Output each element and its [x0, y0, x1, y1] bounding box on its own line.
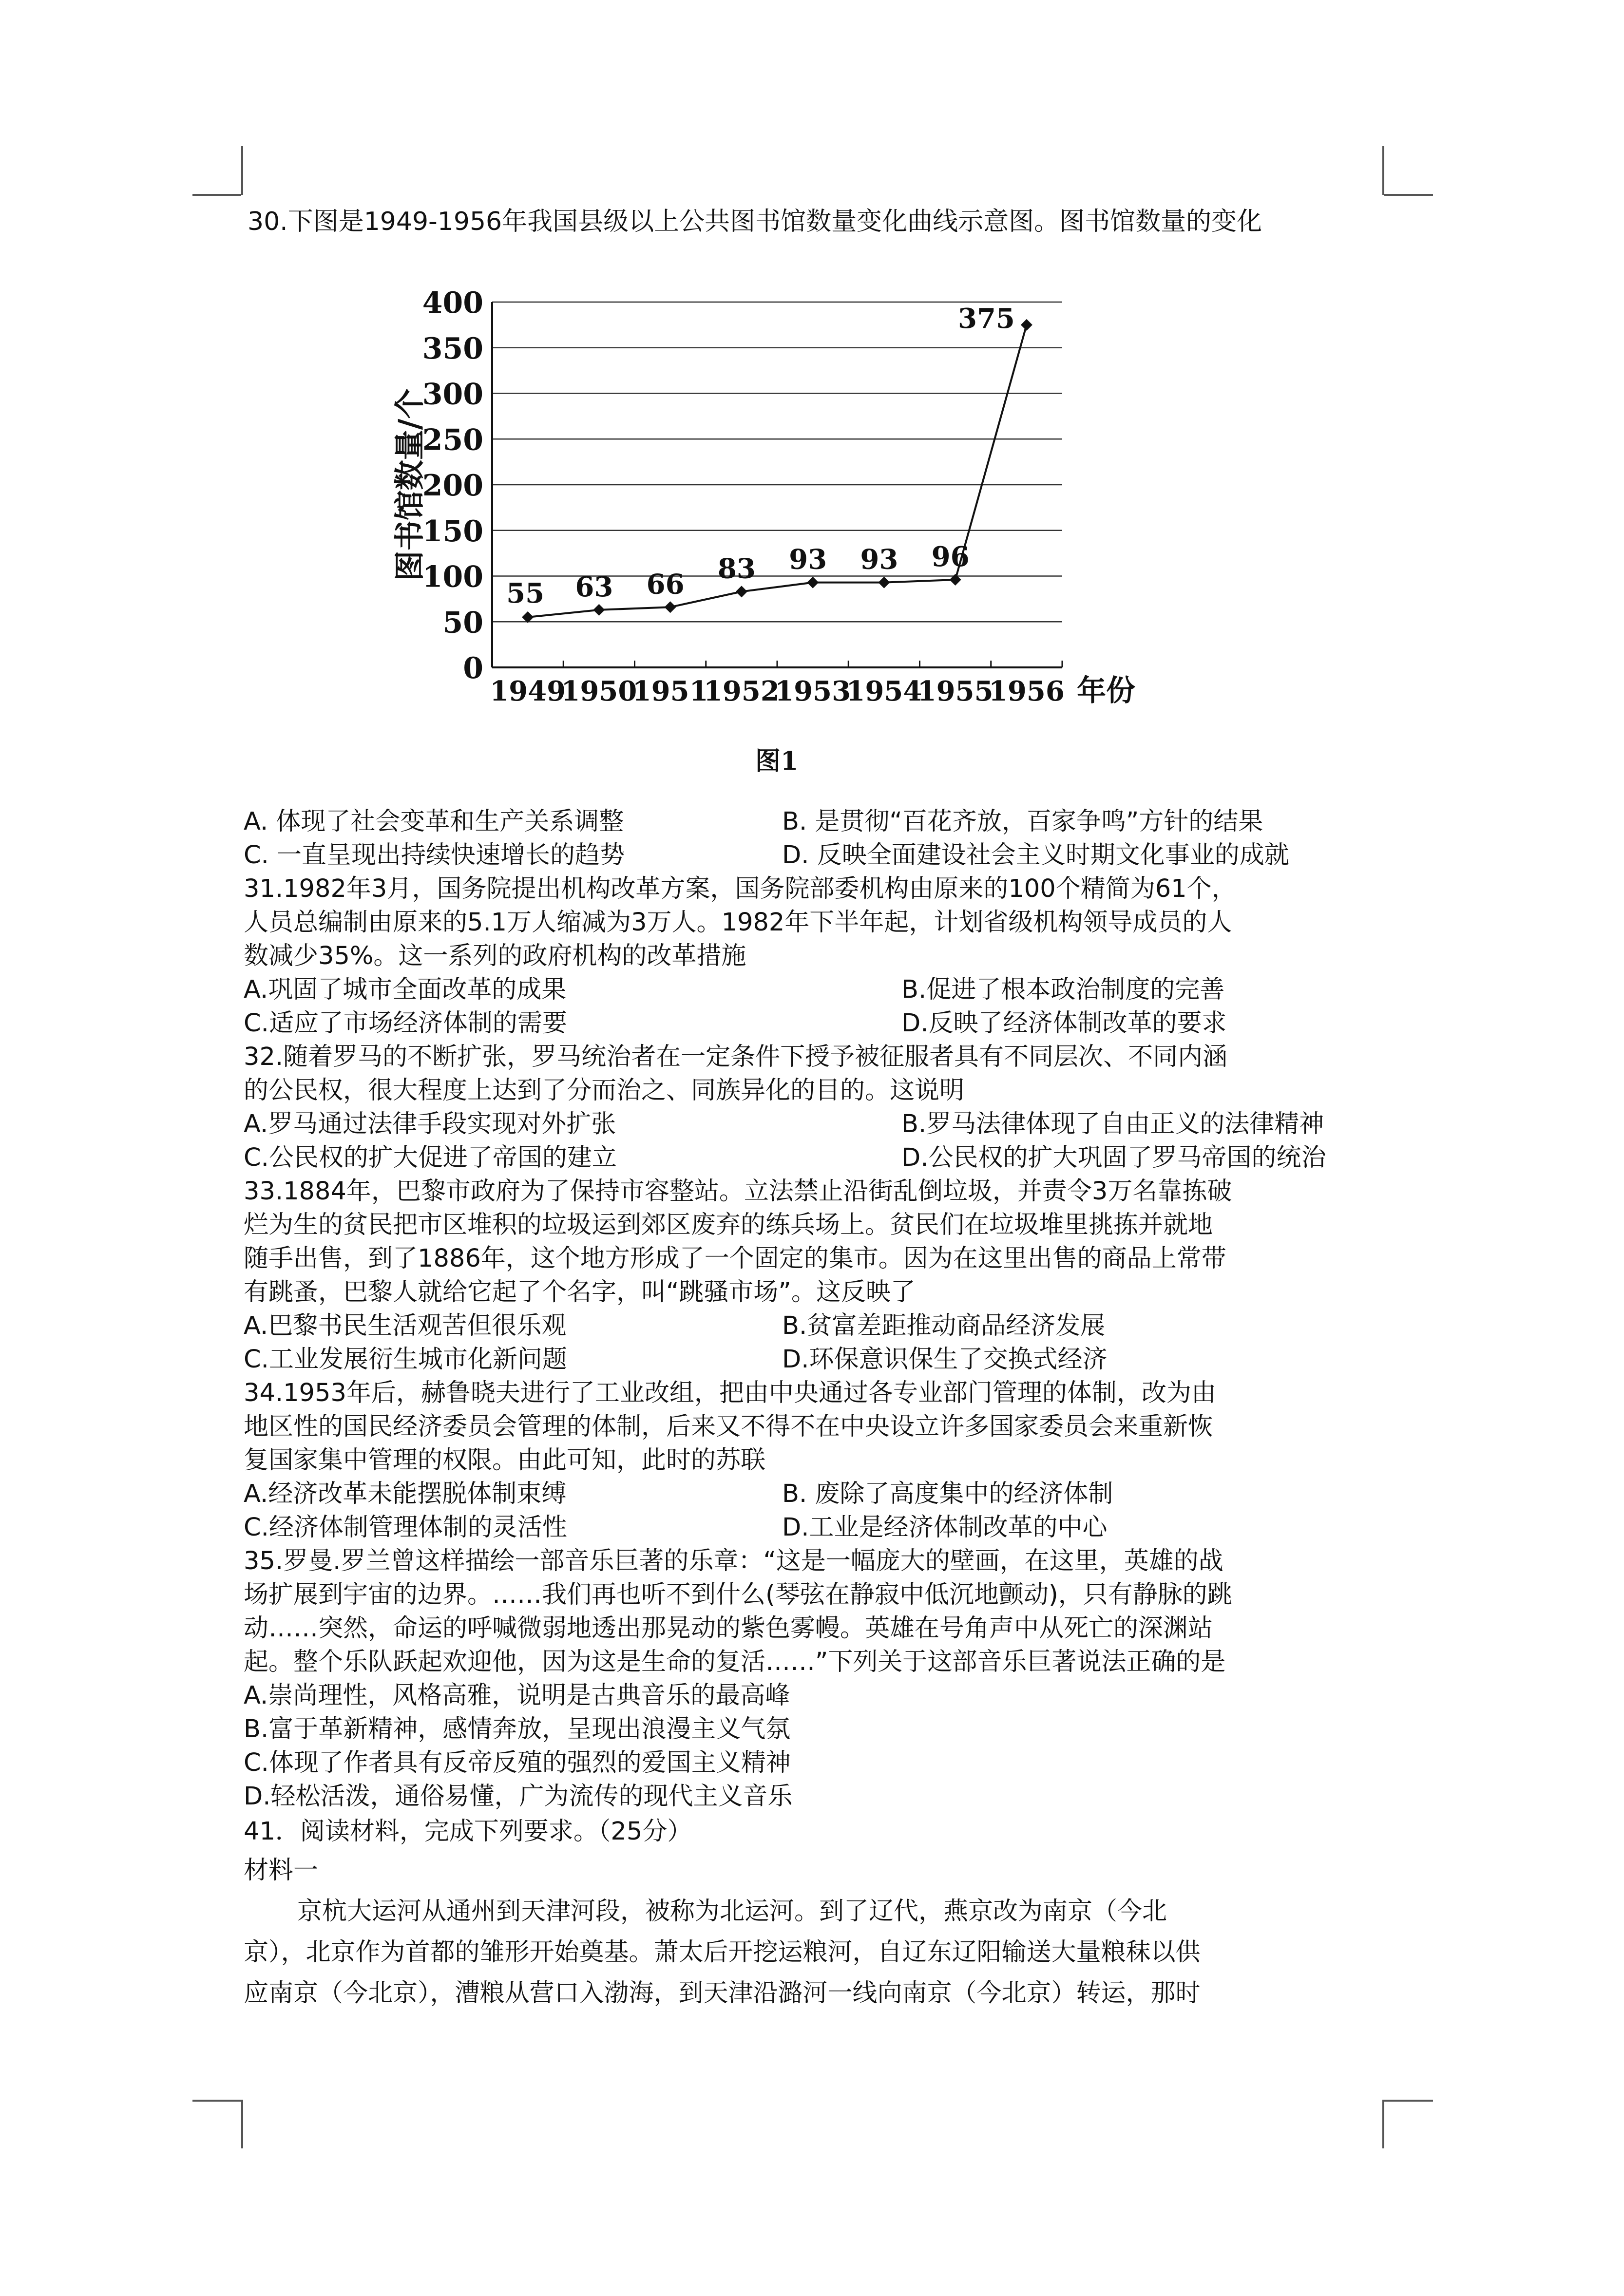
data-label: 63: [575, 570, 613, 603]
data-label: 375: [957, 302, 1015, 335]
q33-option-c[interactable]: C.工业发展衍生城市化新问题: [244, 1345, 567, 1374]
q32-option-c[interactable]: C.公民权的扩大促进了帝国的建立: [244, 1143, 617, 1172]
data-label: 96: [931, 541, 970, 573]
q31-stem-line: 数减少35%。这一系列的政府机构的改革措施: [244, 942, 746, 970]
y-tick-label: 100: [422, 560, 483, 594]
library-count-line-chart: [380, 273, 1199, 721]
q35-stem-line: 起。整个乐队跃起欢迎他，因为这是生命的复活……”下列关于这部音乐巨著说法正确的是: [244, 1648, 1226, 1676]
q30-options-row-1: [244, 805, 1389, 838]
x-tick-label: 1952: [703, 675, 780, 707]
q32-options-row-1: [244, 1107, 1389, 1141]
y-tick-label: 150: [422, 514, 483, 549]
q34-option-b[interactable]: B. 废除了高度集中的经济体制: [782, 1480, 1113, 1508]
question-body: [244, 805, 1389, 2014]
q33-option-b[interactable]: B.贫富差距推动商品经济发展: [782, 1311, 1106, 1340]
data-label: 83: [717, 552, 756, 585]
q30-option-a[interactable]: A. 体现了社会变革和生产关系调整: [244, 807, 624, 836]
data-point: [878, 577, 890, 588]
q34-options-row-2: [244, 1511, 1389, 1544]
q34-stem-line: 复国家集中管理的权限。由此可知，此时的苏联: [244, 1446, 766, 1475]
q30-options-row-2: [244, 838, 1389, 872]
data-point: [807, 577, 819, 588]
q41-paragraph-line: 京），北京作为首都的雏形开始奠基。萧太后开挖运粮河，自辽东辽阳输送大量粮秣以供: [244, 1938, 1201, 1967]
crop-mark-top-left-h: [192, 194, 241, 196]
y-tick-label: 350: [422, 331, 483, 366]
y-axis-title: 图书馆数量/个: [392, 388, 427, 581]
q35-option-d[interactable]: D.轻松活泼，通俗易懂，广为流传的现代主义音乐: [244, 1782, 793, 1811]
x-tick-label: 1951: [632, 675, 708, 707]
data-point: [665, 601, 676, 613]
q34-stem-line: 34.1953年后，赫鲁晓夫进行了工业改组，把由中央通过各专业部门管理的体制，改为由: [244, 1379, 1216, 1407]
x-tick-label: 1955: [917, 675, 994, 707]
q32-option-d[interactable]: D.公民权的扩大巩固了罗马帝国的统治: [901, 1143, 1326, 1172]
q32-stem-line: 的公民权，很大程度上达到了分而治之、同族异化的目的。这说明: [244, 1076, 965, 1105]
crop-mark-bottom-right-h: [1384, 2100, 1433, 2102]
figure-caption: 图1: [755, 746, 799, 776]
crop-mark-top-right-v: [1382, 146, 1384, 195]
q41-paragraph-line: 应南京（今北京），漕粮从营口入渤海，到天津沿潞河一线向南京（今北京）转运，那时: [244, 1979, 1201, 2008]
q33-option-d[interactable]: D.环保意识保生了交换式经济: [782, 1345, 1108, 1374]
q33-options-row-2: [244, 1343, 1389, 1376]
q31-stem-line: 人员总编制由原来的5.1万人缩减为3万人。1982年下半年起，计划省级机构领导成员的人: [244, 908, 1232, 937]
y-tick-label: 300: [422, 377, 483, 412]
q35-option-a[interactable]: A.崇尚理性，风格高雅，说明是古典音乐的最高峰: [244, 1681, 790, 1710]
data-point: [1021, 319, 1032, 331]
q41-material-label: 材料一: [244, 1856, 319, 1885]
q33-options-row-1: [244, 1309, 1389, 1343]
q32-option-b[interactable]: B.罗马法律体现了自由正义的法律精神: [901, 1110, 1324, 1139]
crop-mark-top-right-h: [1384, 194, 1433, 196]
data-label: 93: [789, 543, 827, 576]
data-point: [736, 586, 747, 597]
x-tick-label: 1950: [561, 675, 637, 707]
q33-option-a[interactable]: A.巴黎书民生活观苦但很乐观: [244, 1311, 567, 1340]
q35-stem-line: 场扩展到宇宙的边界。……我们再也听不到什么(琴弦在静寂中低沉地颤动)，只有静脉的跳: [244, 1580, 1232, 1609]
q31-options-row-2: [244, 1006, 1389, 1040]
y-tick-label: 250: [422, 423, 483, 457]
q35-stem-line: 动……突然，命运的呼喊微弱地透出那晃动的紫色雾幔。英雄在号角声中从死亡的深渊站: [244, 1614, 1213, 1643]
q34-options-row-1: [244, 1477, 1389, 1511]
crop-mark-bottom-left-h: [192, 2100, 241, 2102]
y-tick-label: 400: [422, 286, 483, 320]
crop-mark-bottom-left-v: [241, 2100, 243, 2148]
q30-stem: 30.下图是1949-1956年我国县级以上公共图书馆数量变化曲线示意图。图书馆数量的变化: [248, 207, 1262, 236]
crop-mark-top-left-v: [241, 146, 243, 195]
q32-stem-line: 32.随着罗马的不断扩张，罗马统治者在一定条件下授予被征服者具有不同层次、不同内涵: [244, 1043, 1228, 1071]
data-point: [593, 604, 605, 616]
x-tick-label: 1954: [846, 675, 922, 707]
q31-option-a[interactable]: A.巩固了城市全面改革的成果: [244, 975, 567, 1004]
x-tick-label: 1956: [988, 675, 1065, 707]
q35-stem-line: 35.罗曼.罗兰曾这样描绘一部音乐巨著的乐章：“这是一幅庞大的壁画，在这里，英雄的战: [244, 1547, 1223, 1575]
q41-heading: 41．阅读材料，完成下列要求。（25分）: [244, 1817, 692, 1846]
q30-option-d[interactable]: D. 反映全面建设社会主义时期文化事业的成就: [782, 841, 1289, 870]
q34-option-a[interactable]: A.经济改革未能摆脱体制束缚: [244, 1480, 567, 1508]
q30-option-c[interactable]: C. 一直呈现出持续快速增长的趋势: [244, 841, 625, 870]
q31-option-c[interactable]: C.适应了市场经济体制的需要: [244, 1009, 567, 1038]
q33-stem-line: 烂为生的贫民把市区堆积的垃圾运到郊区废弃的练兵场上。贫民们在垃圾堆里挑拣并就地: [244, 1211, 1213, 1239]
q41-paragraph-line: 京杭大运河从通州到天津河段，被称为北运河。到了辽代，燕京改为南京（今北: [297, 1897, 1167, 1926]
x-axis-title: 年份: [1077, 674, 1135, 708]
q31-options-row-1: [244, 973, 1389, 1006]
q30-option-b[interactable]: B. 是贯彻“百花齐放，百家争鸣”方针的结果: [782, 807, 1263, 836]
q31-option-b[interactable]: B.促进了根本政治制度的完善: [901, 975, 1225, 1004]
y-tick-label: 50: [442, 606, 483, 640]
q31-option-d[interactable]: D.反映了经济体制改革的要求: [901, 1009, 1227, 1038]
q33-stem-line: 33.1884年，巴黎市政府为了保持市容整站。立法禁止沿街乱倒垃圾，并责令3万名靠拣破: [244, 1177, 1232, 1206]
y-tick-label: 0: [463, 651, 483, 685]
data-label: 66: [646, 568, 685, 601]
q32-options-row-2: [244, 1141, 1389, 1175]
q31-stem-line: 31.1982年3月，国务院提出机构改革方案，国务院部委机构由原来的100个精简为61个，: [244, 874, 1237, 903]
q35-option-c[interactable]: C.体现了作者具有反帝反殖的强烈的爱国主义精神: [244, 1748, 791, 1777]
crop-mark-bottom-right-v: [1382, 2100, 1384, 2148]
q35-option-b[interactable]: B.富于革新精神，感情奔放，呈现出浪漫主义气氛: [244, 1715, 791, 1744]
q34-option-c[interactable]: C.经济体制管理体制的灵活性: [244, 1513, 567, 1542]
q34-option-d[interactable]: D.工业是经济体制改革的中心: [782, 1513, 1108, 1542]
q32-option-a[interactable]: A.罗马通过法律手段实现对外扩张: [244, 1110, 616, 1139]
data-label: 93: [860, 543, 898, 576]
x-tick-label: 1953: [775, 675, 851, 707]
q34-stem-line: 地区性的国民经济委员会管理的体制，后来又不得不在中央设立许多国家委员会来重新恢: [244, 1412, 1213, 1441]
data-label: 55: [506, 577, 545, 609]
q33-stem-line: 随手出售，到了1886年，这个地方形成了一个固定的集市。因为在这里出售的商品上常带: [244, 1244, 1226, 1273]
y-tick-label: 200: [422, 469, 483, 503]
x-tick-label: 1949: [490, 675, 566, 707]
q33-stem-line: 有跳蚤，巴黎人就给它起了个名字，叫“跳骚市场”。这反映了: [244, 1278, 916, 1307]
